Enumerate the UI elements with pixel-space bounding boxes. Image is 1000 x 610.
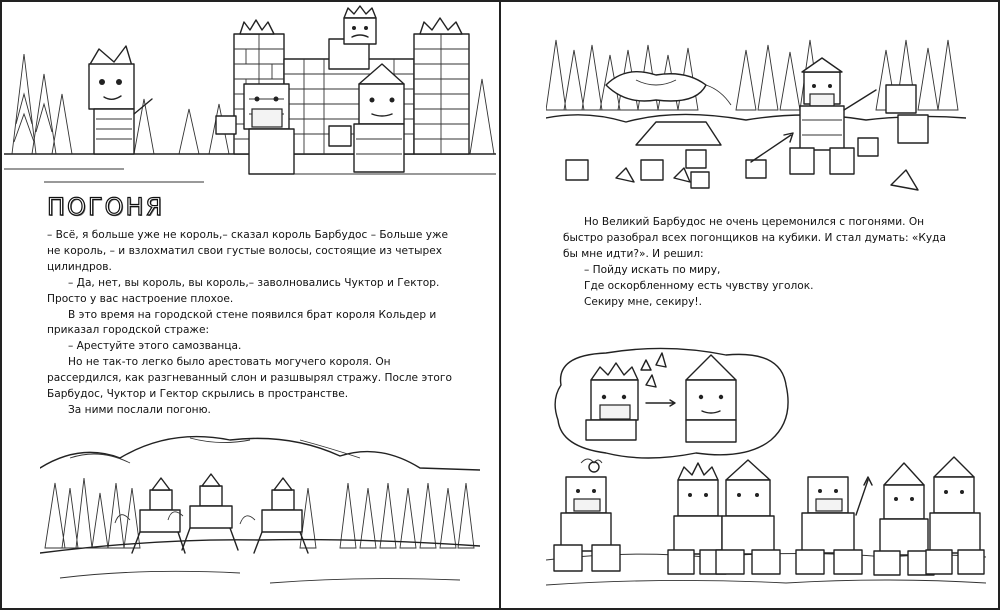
verse-line: Секиру мне, секиру!.: [584, 295, 702, 308]
verse-line: – Пойду искать по миру,: [584, 263, 721, 276]
castle-scene-illustration: [4, 4, 496, 190]
page-spine: [499, 0, 501, 610]
left-page-text: [47, 228, 453, 419]
chapter-title: ПОГОНЯ: [47, 193, 165, 221]
paragraph: – Да, нет, вы король, вы король,– заволновались Чуктор и Гектор. Просто у вас настроение плохое.: [47, 276, 440, 305]
paragraph: Но не так-то легко было арестовать могучего короля. Он рассердился, как разгневанный слон и разшвырял стражу. После этого Барбудос, Чуктор и Гектор скрылись в пространстве.: [47, 356, 452, 401]
verse-line: Где оскорбленному есть чувству уголок.: [584, 279, 814, 292]
paragraph: – Всё, я больше уже не король,– сказал король Барбудос – Больше уже не король, – и взлохматил свои густые волосы, состоящие из четырех цилиндров.: [47, 229, 449, 273]
paragraph: – Арестуйте этого самозванца.: [68, 340, 242, 353]
king-thought-illustration: [546, 345, 986, 603]
chase-scene-illustration: [40, 428, 480, 604]
paragraph: В это время на городской стене появился брат короля Кольдер и приказал городской страже:: [47, 308, 437, 337]
cubes-scene-illustration: [546, 10, 966, 196]
paragraph: Но Великий Барбудос не очень церемонился с погонями. Он быстро разобрал всех погонщиков на кубики. И стал думать: «Куда бы мне идти?». И решил:: [563, 216, 946, 260]
right-page-text: [563, 215, 955, 310]
paragraph: За ними послали погоню.: [68, 403, 211, 416]
